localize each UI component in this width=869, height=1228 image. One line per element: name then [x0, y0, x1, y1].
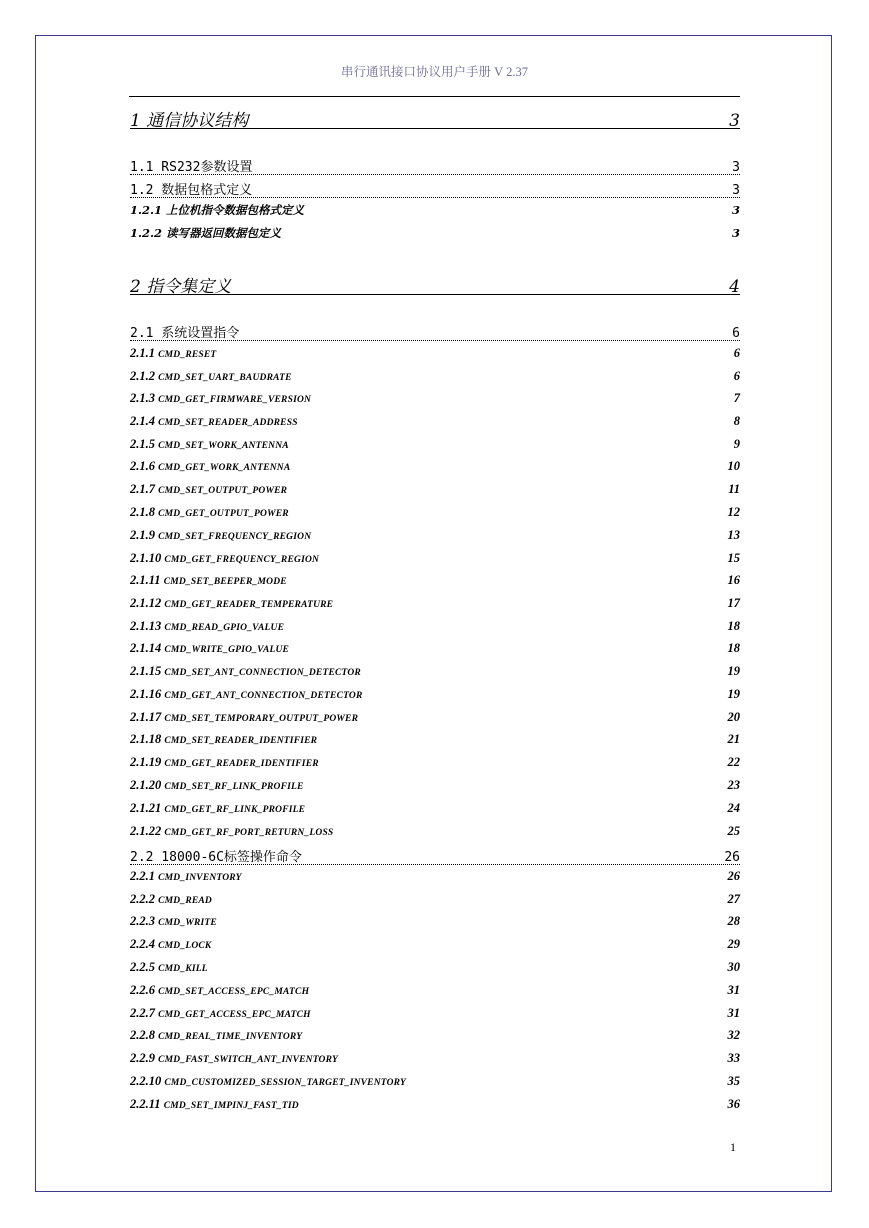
- toc-entry[interactable]: [130, 801, 740, 817]
- page-number: 1: [730, 1140, 736, 1154]
- toc-entry[interactable]: [130, 619, 740, 635]
- toc-entry-title: [130, 778, 304, 793]
- toc-entry-page: 24: [727, 801, 740, 815]
- toc-entry-page: 32: [727, 1028, 740, 1042]
- toc-entry-title: [130, 346, 216, 361]
- toc-entry-number: 2.1.12: [130, 596, 162, 610]
- toc-entry-number: 2.2.7: [130, 1006, 155, 1020]
- toc-entry-page: 28: [727, 914, 740, 928]
- toc-entry[interactable]: [130, 202, 740, 218]
- toc-entry-page: 3: [732, 183, 740, 198]
- toc-entry-title: 2.2 18000-6C标签操作命令: [130, 850, 302, 865]
- toc-entry-page: 6: [733, 369, 740, 383]
- toc-entry[interactable]: [130, 641, 740, 657]
- toc-entry-command: CMD_SET_RF_LINK_PROFILE: [164, 782, 304, 792]
- toc-entry[interactable]: [130, 505, 740, 521]
- toc-entry[interactable]: [130, 869, 740, 885]
- toc-entry-number: 2.2.3: [130, 914, 155, 928]
- toc-entry[interactable]: [130, 437, 740, 453]
- toc-entry-title: [130, 1028, 302, 1043]
- toc-entry-number: 2.1.22: [130, 824, 162, 838]
- toc-entry-title: [130, 1006, 311, 1021]
- toc-entry[interactable]: [130, 414, 740, 430]
- toc-entry[interactable]: [130, 459, 740, 475]
- toc-entry[interactable]: [130, 914, 740, 930]
- toc-entry-command: CMD_FAST_SWITCH_ANT_INVENTORY: [158, 1055, 338, 1065]
- toc-entry-page: 7: [733, 391, 740, 405]
- toc-entry-title: [130, 1051, 338, 1066]
- toc-entry-page: 31: [727, 1006, 740, 1020]
- toc-entry-title: [130, 482, 287, 497]
- toc-entry-command: CMD_GET_READER_TEMPERATURE: [164, 600, 334, 610]
- toc-entry-title: [130, 1074, 406, 1089]
- toc-entry-command: CMD_READ: [158, 896, 212, 906]
- toc-entry-command: CMD_GET_FREQUENCY_REGION: [164, 555, 320, 565]
- toc-entry-number: 2.1.8: [130, 505, 155, 519]
- toc-entry-title: [130, 801, 305, 816]
- toc-entry-number: 2.1.13: [130, 619, 162, 633]
- toc-entry[interactable]: [130, 1074, 740, 1090]
- toc-entry-command: CMD_READ_GPIO_VALUE: [164, 623, 285, 633]
- toc-entry-page: 6: [733, 346, 740, 360]
- toc-entry-number: 2.1.20: [130, 778, 162, 792]
- toc-entry-title: [130, 391, 311, 406]
- toc-entry-command: CMD_INVENTORY: [158, 873, 242, 883]
- toc-entry-page: 27: [727, 892, 740, 906]
- toc-entry[interactable]: [130, 710, 740, 726]
- toc-entry[interactable]: [130, 272, 740, 295]
- toc-entry-title: [130, 664, 361, 679]
- toc-entry-page: 22: [727, 755, 740, 769]
- running-header: 串行通讯接口协议用户手册 V 2.37: [341, 65, 528, 79]
- toc-entry-number: 2.1.17: [130, 710, 162, 724]
- toc-entry-title: 1.2.2 读写器返回数据包定义: [130, 226, 282, 240]
- toc-entry-command: CMD_SET_OUTPUT_POWER: [158, 486, 288, 496]
- toc-entry[interactable]: [130, 528, 740, 544]
- toc-entry[interactable]: [130, 106, 740, 129]
- toc-entry-page: 15: [727, 551, 740, 565]
- toc-entry-number: 2.1.2: [130, 369, 155, 383]
- toc-entry-number: 2.1.4: [130, 414, 155, 428]
- toc-entry[interactable]: [130, 369, 740, 385]
- toc-entry-title: [130, 710, 358, 725]
- toc-entry-command: CMD_SET_ANT_CONNECTION_DETECTOR: [164, 668, 361, 678]
- toc-entry[interactable]: [130, 156, 740, 175]
- toc-entry-page: 33: [727, 1051, 740, 1065]
- toc-entry-command: CMD_GET_FIRMWARE_VERSION: [158, 395, 312, 405]
- toc-entry-command: CMD_WRITE: [158, 918, 217, 928]
- toc-entry-command: CMD_SET_FREQUENCY_REGION: [158, 532, 312, 542]
- toc-entry-page: 3: [731, 203, 740, 217]
- toc-entry-title: [130, 687, 363, 702]
- toc-entry-number: 2.1.3: [130, 391, 155, 405]
- toc-entry[interactable]: [130, 755, 740, 771]
- toc-entry-number: 2.1.18: [130, 732, 162, 746]
- toc-entry-title: [130, 1097, 299, 1112]
- toc-entry-title: [130, 732, 317, 747]
- toc-entry[interactable]: [130, 824, 740, 840]
- toc-entry-number: 2.2.8: [130, 1028, 155, 1042]
- toc-entry-page: 3: [731, 226, 740, 240]
- toc-entry-page: 19: [727, 664, 740, 678]
- toc-entry-page: 26: [724, 850, 740, 865]
- toc-entry-command: CMD_SET_READER_IDENTIFIER: [164, 736, 318, 746]
- toc-entry-page: 35: [727, 1074, 740, 1088]
- toc-entry-title: [130, 505, 289, 520]
- toc-entry-command: CMD_LOCK: [158, 941, 212, 951]
- toc-entry-number: 2.1.19: [130, 755, 162, 769]
- toc-entry-command: CMD_SET_ACCESS_EPC_MATCH: [158, 987, 310, 997]
- toc-entry-command: CMD_SET_IMPINJ_FAST_TID: [163, 1101, 299, 1111]
- toc-entry[interactable]: [130, 1006, 740, 1022]
- toc-entry-page: 13: [727, 528, 740, 542]
- toc-entry-title: [130, 824, 333, 839]
- toc-entry[interactable]: [130, 846, 740, 865]
- toc-entry-title: 2.1 系统设置指令: [130, 326, 240, 341]
- toc-entry[interactable]: [130, 960, 740, 976]
- toc-entry-page: 10: [727, 459, 740, 473]
- toc-entry[interactable]: [130, 687, 740, 703]
- toc-entry[interactable]: [130, 322, 740, 341]
- toc-entry-command: CMD_WRITE_GPIO_VALUE: [164, 645, 290, 655]
- toc-entry-title: [130, 960, 208, 975]
- toc-entry-number: 2.1.16: [130, 687, 162, 701]
- toc-entry-page: 36: [727, 1097, 740, 1111]
- toc-entry-title: [130, 641, 289, 656]
- toc-entry[interactable]: [130, 937, 740, 953]
- toc-entry[interactable]: [130, 1051, 740, 1067]
- toc-entry-title: 1.2.1 上位机指令数据包格式定义: [130, 203, 305, 217]
- toc-entry-page: 18: [727, 619, 740, 633]
- toc-entry-page: 29: [727, 937, 740, 951]
- toc-entry-number: 2.1.15: [130, 664, 162, 678]
- toc-entry-page: 3: [729, 111, 740, 131]
- toc-entry[interactable]: [130, 664, 740, 680]
- toc-entry-number: 2.1.9: [130, 528, 155, 542]
- toc-entry[interactable]: [130, 179, 740, 198]
- toc-entry-command: CMD_RESET: [158, 350, 217, 360]
- toc-entry-number: 2.2.5: [130, 960, 155, 974]
- toc-entry-page: 31: [727, 983, 740, 997]
- toc-entry[interactable]: [130, 1097, 740, 1113]
- toc-entry-title: [130, 573, 287, 588]
- toc-entry-number: 2.1.5: [130, 437, 155, 451]
- toc-entry-page: 17: [727, 596, 740, 610]
- toc-entry-page: 3: [732, 160, 740, 175]
- toc-entry-title: [130, 755, 319, 770]
- toc-entry-command: CMD_GET_ACCESS_EPC_MATCH: [158, 1010, 311, 1020]
- toc-entry[interactable]: [130, 732, 740, 748]
- toc-entry[interactable]: [130, 482, 740, 498]
- toc-entry-title: [130, 437, 289, 452]
- toc-entry-title: [130, 369, 292, 384]
- toc-entry-title: [130, 914, 217, 929]
- toc-entry-command: CMD_SET_UART_BAUDRATE: [158, 373, 292, 383]
- toc-entry-title: 2 指令集定义: [130, 277, 232, 297]
- toc-entry-command: CMD_SET_READER_ADDRESS: [158, 418, 298, 428]
- toc-entry[interactable]: [130, 551, 740, 567]
- toc-entry[interactable]: [130, 983, 740, 999]
- toc-entry-command: CMD_GET_READER_IDENTIFIER: [164, 759, 319, 769]
- toc-entry-number: 2.1.11: [130, 573, 161, 587]
- toc-entry[interactable]: [130, 391, 740, 407]
- toc-entry-number: 2.2.10: [130, 1074, 162, 1088]
- toc-entry-page: 25: [727, 824, 740, 838]
- toc-entry-number: 2.1.14: [130, 641, 162, 655]
- toc-entry-page: 6: [732, 326, 740, 341]
- toc-entry-page: 9: [733, 437, 740, 451]
- toc-entry-number: 2.2.1: [130, 869, 155, 883]
- toc-entry-page: 19: [727, 687, 740, 701]
- toc-entry-page: 21: [727, 732, 740, 746]
- toc-entry-number: 2.1.1: [130, 346, 155, 360]
- toc-entry-command: CMD_REAL_TIME_INVENTORY: [158, 1032, 303, 1042]
- toc-entry-title: [130, 892, 212, 907]
- toc-entry-title: [130, 983, 309, 998]
- toc-entry-command: CMD_GET_ANT_CONNECTION_DETECTOR: [164, 691, 363, 701]
- toc-entry[interactable]: [130, 573, 740, 589]
- toc-entry-command: CMD_CUSTOMIZED_SESSION_TARGET_INVENTORY: [164, 1078, 407, 1088]
- toc-entry-title: [130, 596, 333, 611]
- toc-entry[interactable]: [130, 225, 740, 241]
- toc-entry-title: 1.2 数据包格式定义: [130, 183, 253, 198]
- toc-entry-command: CMD_GET_RF_PORT_RETURN_LOSS: [164, 828, 334, 838]
- toc-entry-title: [130, 869, 242, 884]
- toc-entry-page: 20: [727, 710, 740, 724]
- toc-entry-number: 2.2.2: [130, 892, 155, 906]
- header-rule: [129, 96, 740, 97]
- toc-entry-number: 2.1.6: [130, 459, 155, 473]
- toc-entry[interactable]: [130, 596, 740, 612]
- toc-entry-page: 12: [727, 505, 740, 519]
- toc-entry-title: [130, 937, 211, 952]
- toc-entry-number: 2.2.9: [130, 1051, 155, 1065]
- toc-entry-page: 30: [727, 960, 740, 974]
- toc-entry-title: [130, 528, 311, 543]
- toc-entry-number: 2.1.7: [130, 482, 155, 496]
- toc-entry-command: CMD_GET_RF_LINK_PROFILE: [164, 805, 306, 815]
- toc-entry-page: 16: [727, 573, 740, 587]
- toc-entry-page: 23: [727, 778, 740, 792]
- toc-entry-title: 1.1 RS232参数设置: [130, 160, 253, 175]
- toc-entry-number: 2.2.6: [130, 983, 155, 997]
- toc-entry-number: 2.2.4: [130, 937, 155, 951]
- toc-entry-command: CMD_SET_TEMPORARY_OUTPUT_POWER: [164, 714, 359, 724]
- toc-entry[interactable]: [130, 892, 740, 908]
- toc-entry[interactable]: [130, 346, 740, 362]
- toc-entry-page: 11: [728, 482, 740, 496]
- toc-entry-number: 2.2.11: [130, 1097, 161, 1111]
- toc-entry-page: 8: [733, 414, 740, 428]
- toc-entry-command: CMD_SET_BEEPER_MODE: [163, 577, 287, 587]
- toc-entry-page: 26: [727, 869, 740, 883]
- toc-entry[interactable]: [130, 778, 740, 794]
- toc-entry-title: 1 通信协议结构: [130, 111, 249, 131]
- toc-entry-command: CMD_GET_OUTPUT_POWER: [158, 509, 289, 519]
- toc-entry[interactable]: [130, 1028, 740, 1044]
- toc-entry-page: 4: [729, 277, 740, 297]
- toc-entry-command: CMD_GET_WORK_ANTENNA: [158, 463, 291, 473]
- toc-entry-title: [130, 619, 284, 634]
- toc-entry-title: [130, 414, 298, 429]
- toc-entry-command: CMD_KILL: [158, 964, 208, 974]
- toc-entry-page: 18: [727, 641, 740, 655]
- toc-entry-number: 2.1.10: [130, 551, 162, 565]
- toc-entry-command: CMD_SET_WORK_ANTENNA: [158, 441, 289, 451]
- toc-entry-title: [130, 459, 290, 474]
- toc-entry-number: 2.1.21: [130, 801, 162, 815]
- toc-entry-title: [130, 551, 319, 566]
